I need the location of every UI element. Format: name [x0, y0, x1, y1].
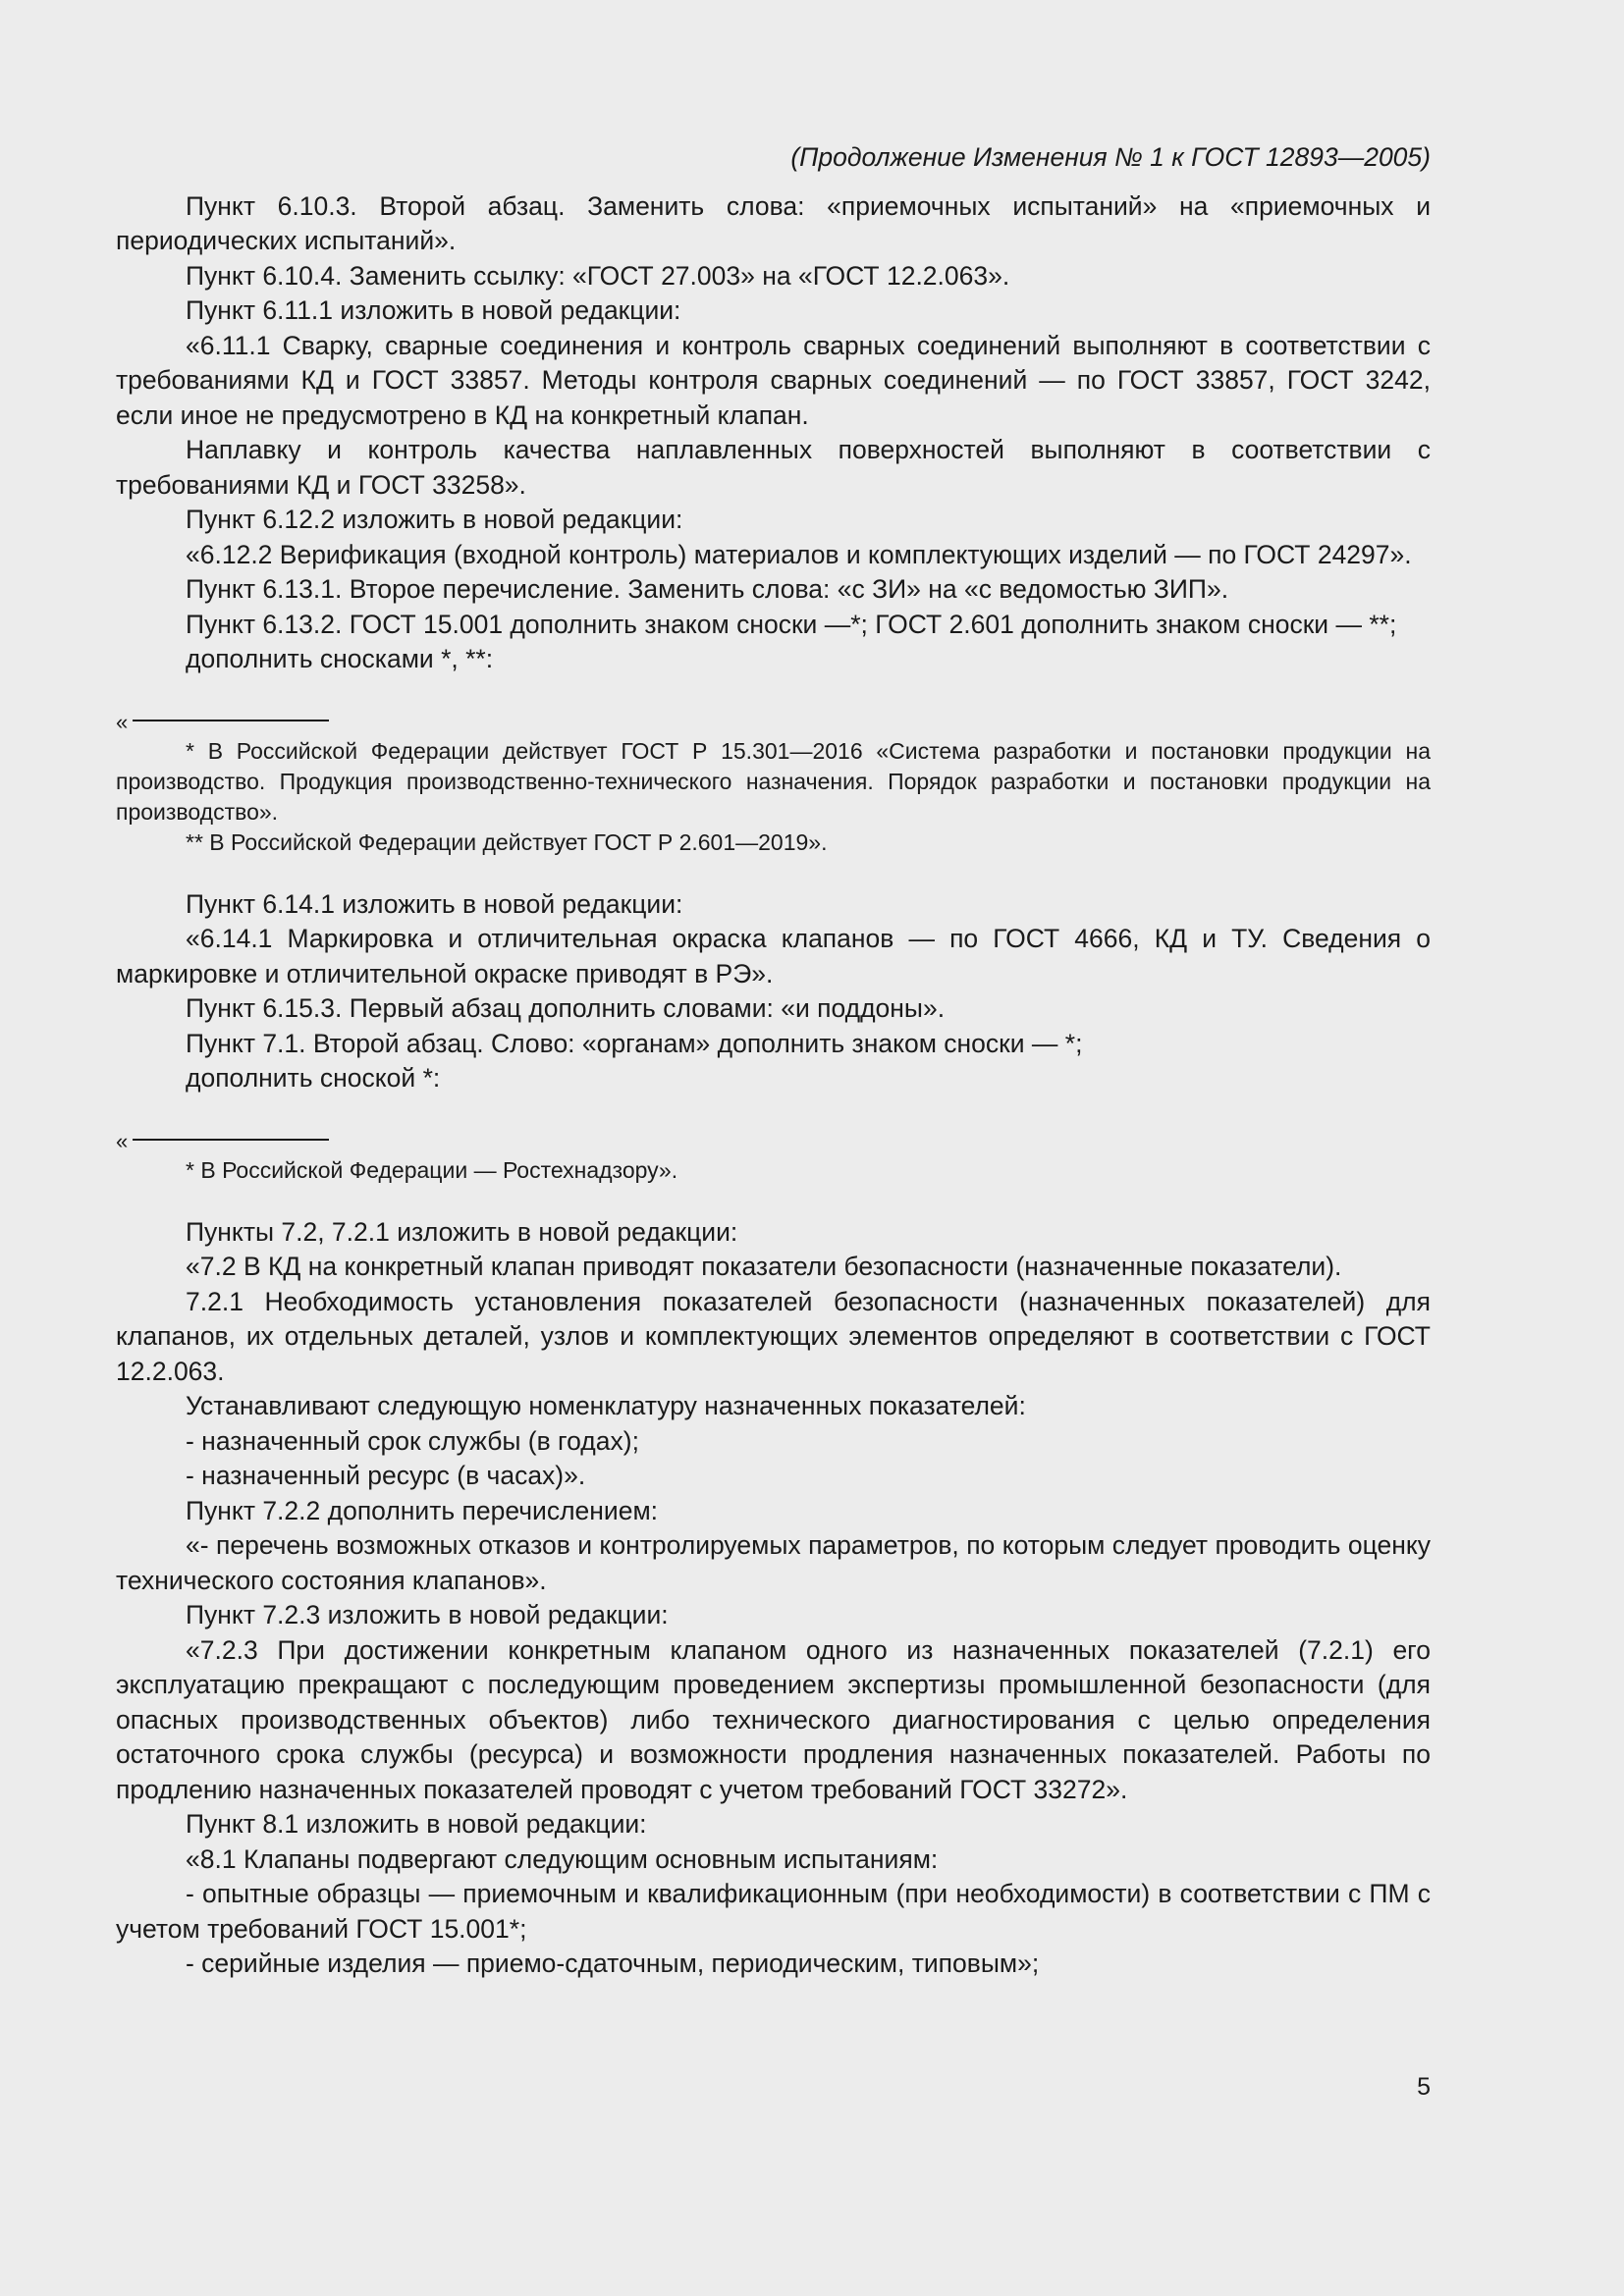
paragraph: Пункт 7.1. Второй абзац. Слово: «органам» дополнить знаком сноски — *; [186, 1028, 1083, 1058]
page-header: (Продолжение Изменения № 1 к ГОСТ 12893—2005) [790, 142, 1431, 172]
list-item: - серийные изделия — приемо-сдаточным, периодическим, типовым»; [186, 1949, 1040, 1978]
list-item: - опытные образцы — приемочным и квалификационным (при необходимости) в соответствии с ПМ с учетом требований ГОСТ 15.001*; [116, 1879, 1431, 1944]
footnote: * В Российской Федерации — Ростехнадзору». [186, 1156, 678, 1183]
list-item: - назначенный ресурс (в часах)». [186, 1461, 586, 1490]
paragraph: Пункт 6.14.1 изложить в новой редакции: [186, 888, 683, 919]
paragraph: «8.1 Клапаны подвергают следующим основным испытаниям: [186, 1843, 939, 1874]
paragraph: Пункт 6.10.3. Второй абзац. Заменить слова: «приемочных испытаний» на «приемочных и периодических испытаний». [116, 190, 1431, 255]
paragraph: Пункт 6.13.1. Второе перечисление. Заменить слова: «с ЗИ» на «с ведомостью ЗИП». [186, 574, 1229, 604]
paragraph: «6.11.1 Сварку, сварные соединения и контроль сварных соединений выполняют в соответствии с требованиями КД и ГОСТ 33857. Методы контроля сварных соединений — по ГОСТ 33857, ГОСТ 3242, если иное не предусмотрено в КД на конкретный клапан. [116, 330, 1431, 430]
paragraph: Наплавку и контроль качества наплавленных поверхностей выполняют в соответствии с требованиями КД и ГОСТ 33258». [116, 435, 1431, 500]
footnote-quote-mark: « [116, 1128, 129, 1153]
footnote-rule [133, 720, 329, 721]
paragraph: «6.12.2 Верификация (входной контроль) материалов и комплектующих изделий — по ГОСТ 24297». [186, 539, 1412, 569]
paragraph: Пункт 6.13.2. ГОСТ 15.001 дополнить знаком сноски —*; ГОСТ 2.601 дополнить знаком сноски — **; [186, 609, 1397, 639]
page-number: 5 [1417, 2073, 1431, 2101]
paragraph: Пункты 7.2, 7.2.1 изложить в новой редакции: [186, 1216, 738, 1247]
paragraph: Пункт 7.2.3 изложить в новой редакции: [186, 1600, 669, 1629]
paragraph: «6.14.1 Маркировка и отличительная окраска клапанов — по ГОСТ 4666, КД и ТУ. Сведения о маркировке и отличительной окраске приводят в РЭ». [116, 924, 1431, 988]
paragraph: Пункт 6.15.3. Первый абзац дополнить словами: «и поддоны». [186, 993, 946, 1023]
footnote: ** В Российской Федерации действует ГОСТ Р 2.601—2019». [186, 828, 828, 855]
paragraph: Пункт 6.11.1 изложить в новой редакции: [186, 295, 681, 325]
paragraph: «- перечень возможных отказов и контролируемых параметров, по которым следует проводить оценку технического состояния клапанов». [116, 1530, 1431, 1595]
paragraph: Пункт 7.2.2 дополнить перечислением: [186, 1495, 659, 1525]
paragraph: дополнить сноской *: [186, 1063, 441, 1093]
paragraph: 7.2.1 Необходимость установления показателей безопасности (назначенных показателей) для клапанов, их отдельных деталей, узлов и комплектующих элементов определяют в соответствии с ГОСТ 12.2.063. [116, 1286, 1431, 1386]
footnote-quote-mark: « [116, 709, 129, 734]
page-content [116, 140, 1431, 1982]
paragraph: Устанавливают следующую номенклатуру назначенных показателей: [186, 1391, 1026, 1420]
paragraph: дополнить сносками *, **: [186, 644, 494, 673]
paragraph: «7.2.3 При достижении конкретным клапаном одного из назначенных показателей (7.2.1) его эксплуатацию прекращают с последующим проведением экспертизы промышленной безопасности (для опасных производственных объектов) либо технического диагностирования с целью определения остаточного срока службы (ресурса) и возможности продления назначенных показателей. Работы по продлению назначенных показателей проводят с учетом требований ГОСТ 33272». [116, 1634, 1431, 1804]
list-item: - назначенный срок службы (в годах); [186, 1425, 639, 1456]
footnote-rule [133, 1139, 329, 1141]
paragraph: Пункт 6.10.4. Заменить ссылку: «ГОСТ 27.003» на «ГОСТ 12.2.063». [186, 260, 1010, 291]
footnote-separator [116, 1128, 1431, 1153]
paragraph: Пункт 6.12.2 изложить в новой редакции: [186, 505, 683, 534]
paragraph: «7.2 В КД на конкретный клапан приводят показатели безопасности (назначенные показатели). [186, 1252, 1342, 1281]
footnote-separator [116, 709, 1431, 734]
paragraph: Пункт 8.1 изложить в новой редакции: [186, 1809, 647, 1839]
footnote: * В Российской Федерации действует ГОСТ Р 15.301—2016 «Система разработки и постановки продукции на производство. Продукция производственно-технического назначения. Порядок разработки и постановки продукции на производство». [116, 737, 1431, 825]
